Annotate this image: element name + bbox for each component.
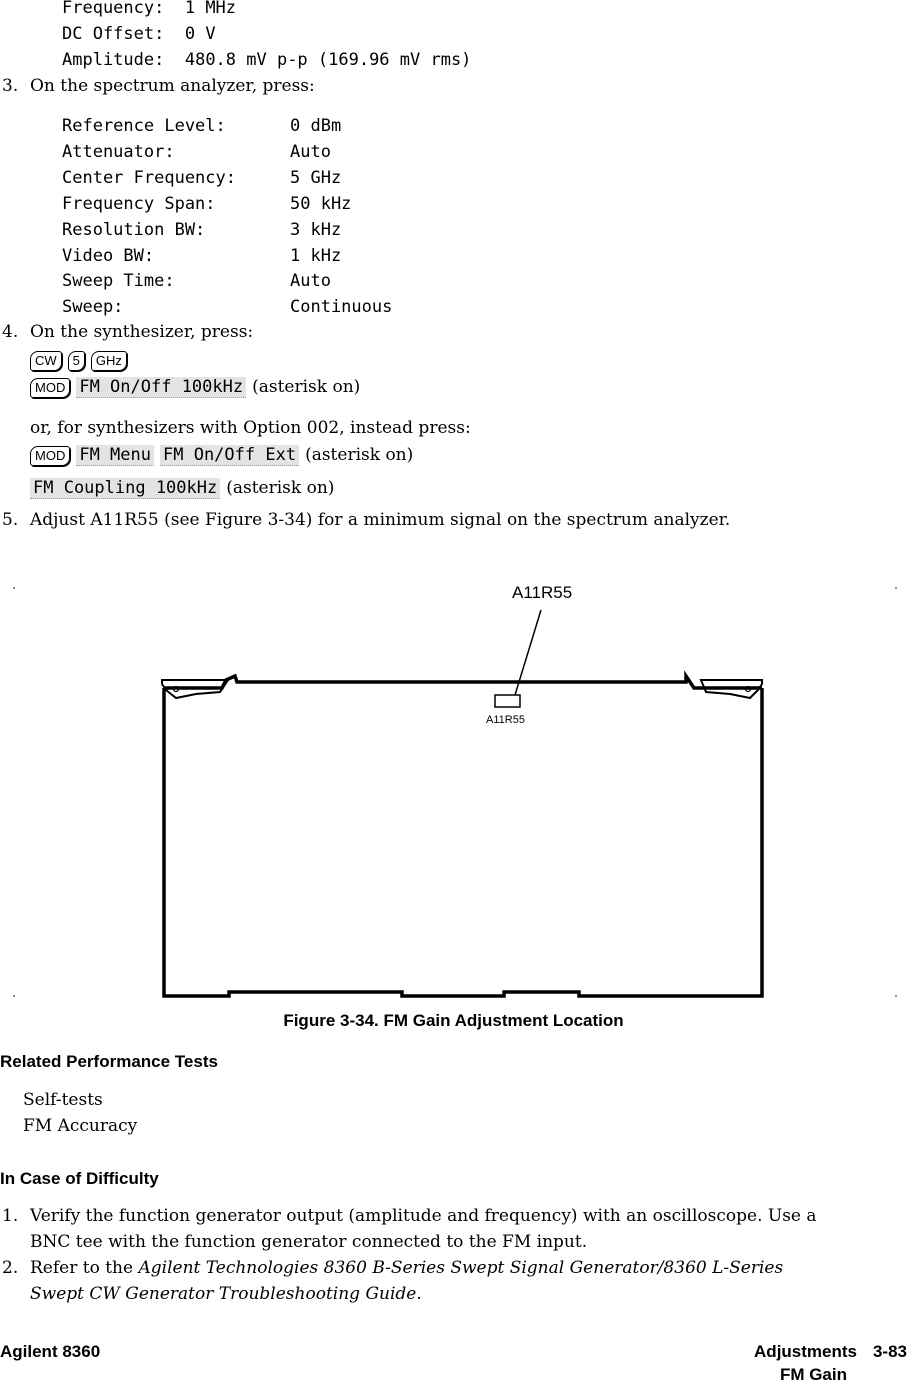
setting-value: 0 V — [184, 24, 216, 44]
step-3 — [2, 76, 315, 96]
board-outline — [164, 688, 762, 996]
sa-setting-value: 1 kHz — [290, 246, 342, 266]
step-number: 3. — [2, 76, 19, 96]
option-002-text: or, for synthesizers with Option 002, instead press: — [30, 418, 471, 438]
sa-setting-value: 3 kHz — [290, 220, 342, 240]
sa-setting-row — [62, 271, 175, 291]
sa-setting-row — [62, 116, 226, 136]
fg-amplitude — [62, 50, 471, 70]
step-text: On the synthesizer, press: — [30, 322, 254, 342]
footer-product: Agilent 8360 — [0, 1342, 101, 1361]
setting-label: Reference Level: — [62, 116, 226, 136]
figure-caption: Figure 3-34. FM Gain Adjustment Location — [283, 1011, 624, 1030]
footer-page-number: 3-83 — [872, 1342, 907, 1361]
sa-setting-value: Continuous — [290, 297, 393, 317]
guide-title: Agilent Technologies 8360 B-Series Swept Signal Generator/8360 L-Series — [138, 1258, 784, 1278]
sa-setting-row — [62, 220, 205, 240]
cw-key: CW — [30, 351, 62, 371]
fm-coupling-100khz-softkey: FM Coupling 100kHz — [30, 478, 220, 499]
sa-setting-value: 50 kHz — [290, 194, 352, 214]
callout-label: A11R55 — [512, 583, 573, 602]
digit-5-key: 5 — [68, 351, 85, 371]
sa-setting-row — [62, 142, 175, 162]
key-row-4 — [30, 478, 334, 499]
footer-subsection: FM Gain — [779, 1365, 847, 1384]
step-5 — [2, 510, 730, 530]
a11r55-component — [495, 695, 520, 707]
sa-setting-value: Auto — [290, 271, 331, 291]
fg-dc-offset — [62, 24, 216, 44]
key-row-2 — [30, 377, 360, 398]
mod-key: MOD — [30, 446, 70, 466]
difficulty-item-2 — [2, 1258, 783, 1278]
pc-board-figure — [0, 570, 907, 1010]
asterisk-note: (asterisk on) — [305, 445, 414, 465]
setting-label: Video BW: — [62, 246, 155, 266]
setting-label: Amplitude: — [62, 50, 165, 70]
setting-label: Frequency Span: — [62, 194, 216, 214]
related-item: FM Accuracy — [23, 1116, 138, 1136]
difficulty-item-1-cont: BNC tee with the function generator connected to the FM input. — [30, 1232, 588, 1252]
asterisk-note: (asterisk on) — [252, 377, 361, 397]
guide-title: Swept CW Generator Troubleshooting Guide — [30, 1284, 417, 1304]
sa-setting-value: Auto — [290, 142, 331, 162]
step-text: On the spectrum analyzer, press: — [30, 76, 315, 96]
step-text: Adjust A11R55 (see Figure 3-34) for a minimum signal on the spectrum analyzer. — [30, 510, 731, 530]
key-row-3 — [30, 445, 413, 466]
setting-label: DC Offset: — [62, 24, 165, 44]
step-4 — [2, 322, 253, 342]
sa-setting-row — [62, 194, 216, 214]
ghz-key: GHz — [91, 351, 127, 371]
footer-section — [754, 1342, 857, 1362]
sa-setting-row — [62, 168, 236, 188]
mod-key: MOD — [30, 378, 70, 398]
difficulty-item-2-cont — [30, 1284, 422, 1304]
component-label: A11R55 — [486, 714, 525, 726]
related-item: Self-tests — [23, 1090, 103, 1110]
setting-label: Sweep: — [62, 297, 124, 317]
difficulty-item-1 — [2, 1206, 817, 1226]
setting-value: 480.8 mV p-p (169.96 mV rms) — [184, 50, 472, 70]
asterisk-note: (asterisk on) — [226, 478, 335, 498]
setting-label: Sweep Time: — [62, 271, 175, 291]
step-number: 5. — [2, 510, 19, 530]
item-text: Verify the function generator output (amplitude and frequency) with an oscilloscope. Use a — [30, 1206, 817, 1226]
setting-value: 1 MHz — [184, 0, 237, 18]
setting-label: Center Frequency: — [62, 168, 236, 188]
key-row-1 — [30, 350, 133, 371]
period: . — [416, 1284, 422, 1304]
fm-menu-softkey: FM Menu — [76, 445, 154, 466]
step-number: 4. — [2, 322, 19, 342]
step-number: 1. — [2, 1206, 19, 1226]
fg-frequency — [62, 0, 236, 18]
section-name: Adjustments — [754, 1342, 857, 1361]
setting-label: Attenuator: — [62, 142, 175, 162]
fm-on-off-ext-softkey: FM On/Off Ext — [160, 445, 299, 466]
related-heading: Related Performance Tests — [0, 1052, 218, 1071]
sa-setting-row — [62, 297, 123, 317]
sa-setting-value: 0 dBm — [290, 116, 342, 136]
sa-setting-value: 5 GHz — [290, 168, 342, 188]
setting-label: Frequency: — [62, 0, 165, 18]
item-text: Refer to the — [30, 1258, 134, 1278]
sa-setting-row — [62, 246, 154, 266]
setting-label: Resolution BW: — [62, 220, 206, 240]
fm-on-off-100khz-softkey: FM On/Off 100kHz — [76, 377, 246, 398]
board-top-edge — [164, 676, 762, 688]
difficulty-heading: In Case of Difficulty — [0, 1169, 159, 1188]
step-number: 2. — [2, 1258, 19, 1278]
